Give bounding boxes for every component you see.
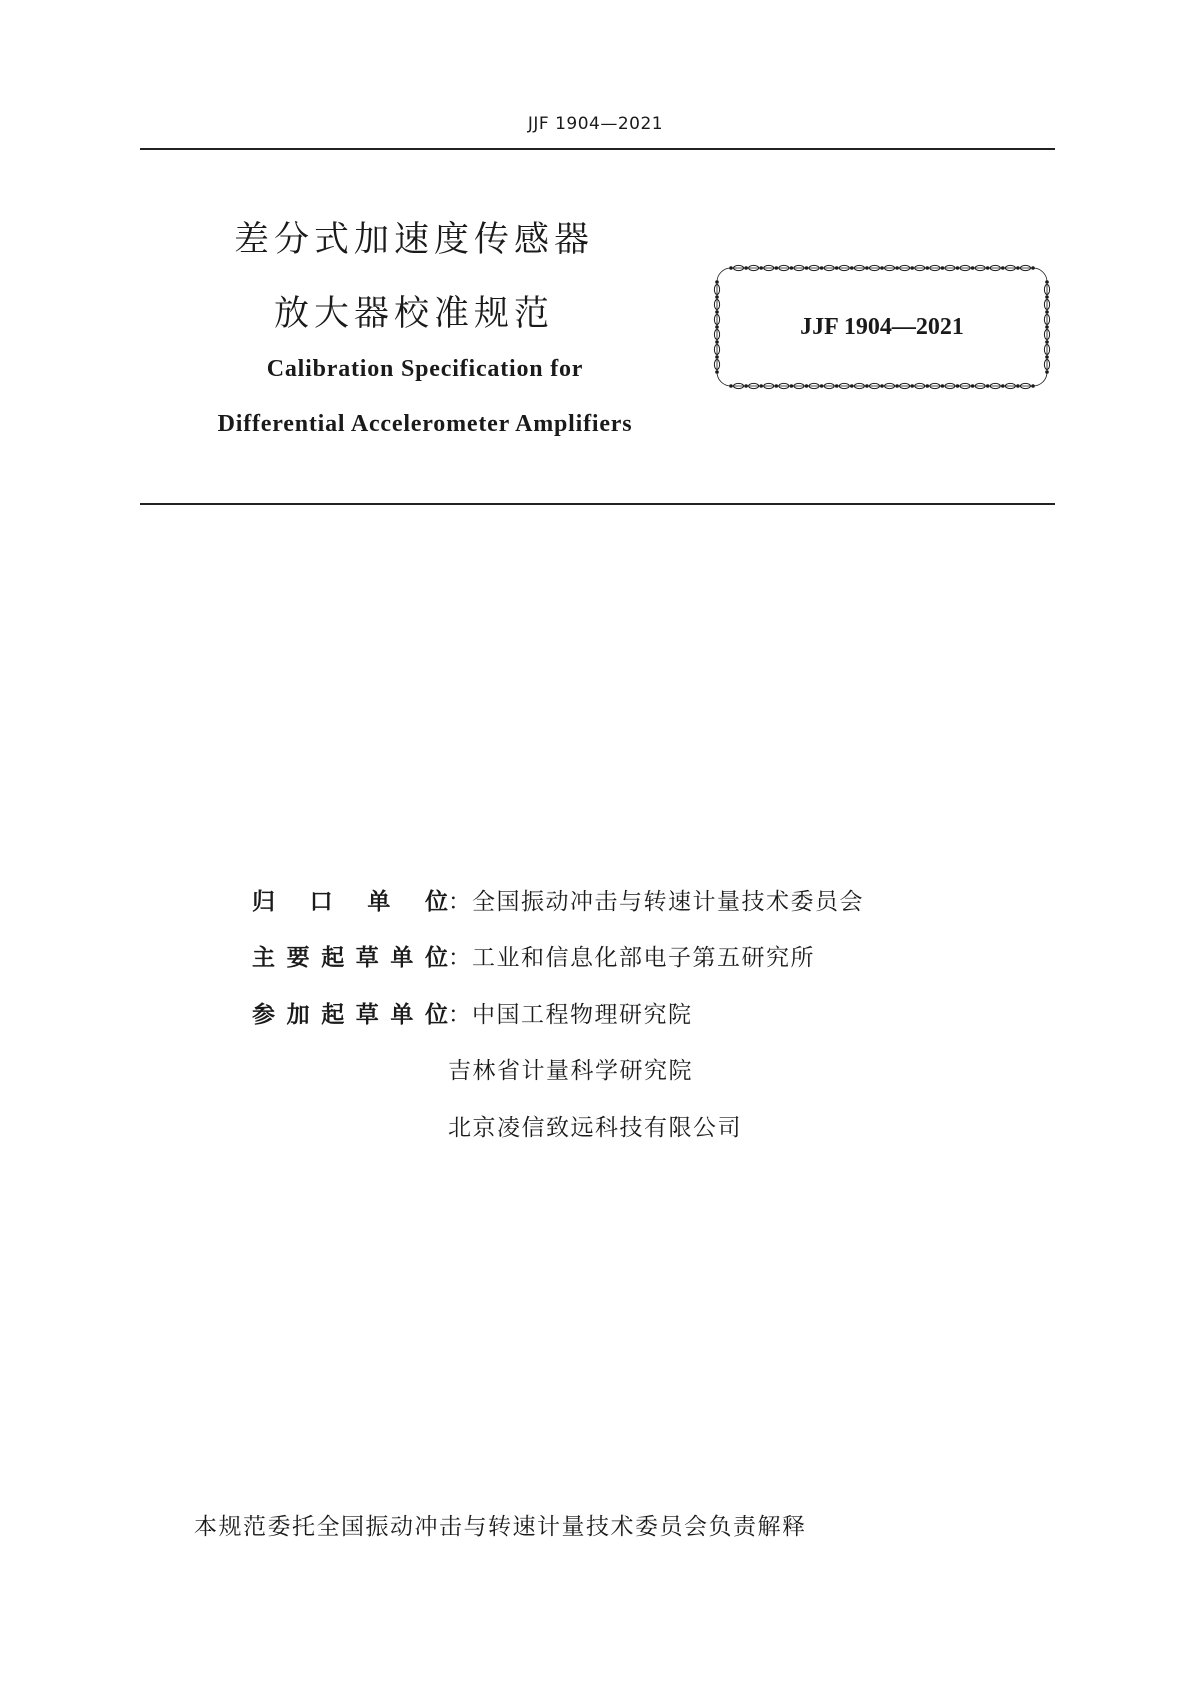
participating-unit-label: 参加起草单位 (252, 1002, 448, 1028)
responsible-unit-value: 全国振动冲击与转速计量技术委员会 (472, 889, 864, 915)
participating-unit-value: 北京凌信致远科技有限公司 (448, 1115, 742, 1141)
title-english-line-2: Differential Accelerometer Amplifiers (217, 411, 633, 437)
participating-unit-value: 吉林省计量科学研究院 (448, 1058, 693, 1084)
responsible-unit-row (252, 882, 864, 922)
top-rule (140, 148, 1055, 150)
colon: ： (448, 1002, 471, 1028)
participating-unit-value: 中国工程物理研究院 (472, 1002, 693, 1028)
code-box-text: JJF 1904—2021 (800, 314, 964, 340)
main-drafting-unit-row (252, 938, 815, 978)
colon: ： (448, 889, 471, 915)
colon: ： (448, 945, 471, 971)
main-drafting-unit-value: 工业和信息化部电子第五研究所 (472, 945, 815, 971)
interpretation-note: 本规范委托全国振动冲击与转速计量技术委员会负责解释 (194, 1514, 807, 1540)
participating-unit-row (252, 995, 693, 1035)
running-header-code: JJF 1904—2021 (527, 114, 664, 134)
title-english-line-1: Calibration Specification for (266, 356, 584, 382)
code-box (712, 263, 1052, 391)
title-chinese-line-1: 差分式加速度传感器 (234, 220, 595, 260)
title-chinese-line-2: 放大器校准规范 (274, 294, 555, 334)
responsible-unit-label: 归口单位 (252, 889, 448, 915)
main-drafting-unit-label: 主要起草单位 (252, 945, 448, 971)
middle-rule (140, 503, 1055, 505)
